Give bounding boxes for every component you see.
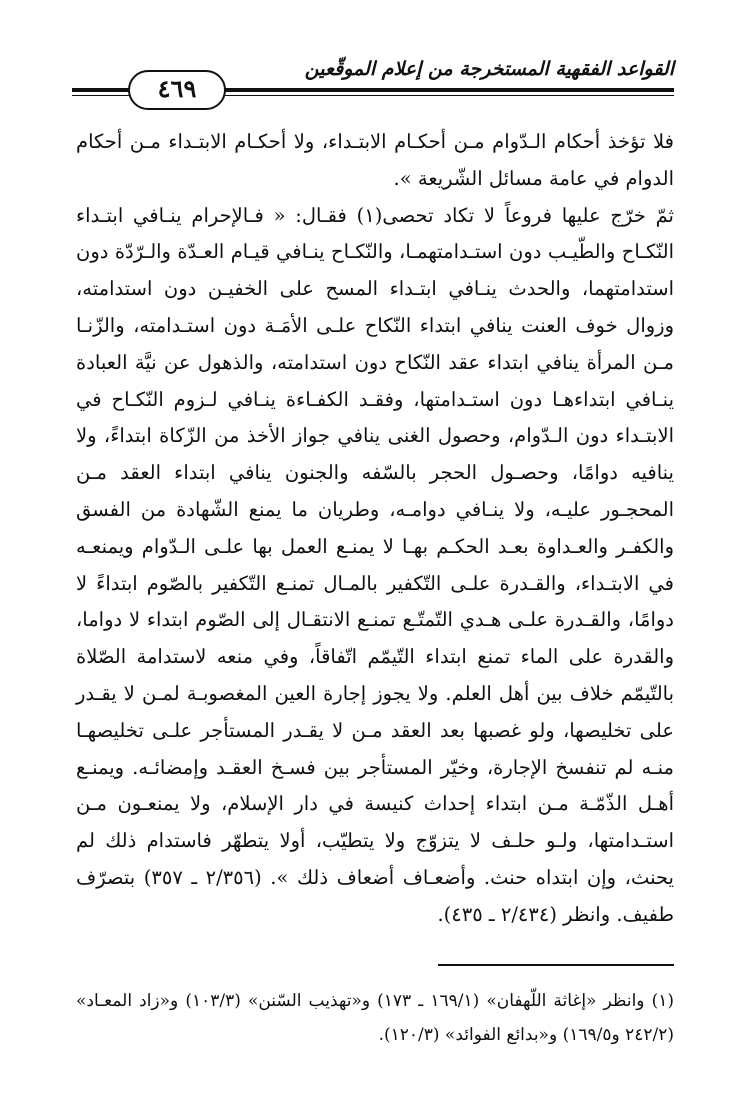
page-number: ٤٦٩	[128, 70, 226, 110]
paragraph: فلا تؤخذ أحكام الـدّوام مـن أحكـام الابتـداء، ولا أحكـام الابتـداء مـن أحكام الدوام في عامة مسائل الشّريعة ».	[76, 130, 674, 190]
footnote-separator	[438, 964, 674, 966]
footnote: (١) وانظر «إغاثة اللّهفان» (١٦٩/١ ـ ١٧٣) و«تهذيب السّنن» (١٠٣/٣) و«زاد المعـاد» (٢٤٢/٢ و١٦٩/٥) و«بدائع الفوائد» (١٢٠/٣).	[76, 991, 675, 1045]
footnotes	[76, 984, 674, 1052]
main-text	[76, 124, 674, 934]
running-title: القواعد الفقهية المستخرجة من إعلام الموقّعين	[304, 58, 674, 80]
paragraph: ثمّ خرّج عليها فروعاً لا تكاد تحصى(١) فقـال: « فـالإحرام ينـافي ابتـداء النّكـاح والطّيـب دون استـدامتهمـا، والنّكـاح ينـافي قيـام العـدّة والـرّدّة دون استدامتهما، والحدث ينـافي ابتـداء المسح على الخفيـن دون استدامته، وزوال خوف العنت ينافي ابتداء النّكاح علـى الأمَـة دون استـدامته، والزّنـا مـن المرأة ينافي ابتداء عقد النّكاح دون استدامته، والذهول عن نيَّة العبادة ينـافي ابتداءهـا دون استـدامتها، وفقـد الكفـاءة ينـافي لـزوم النّكـاح في الابتـداء دون الـدّوام، وحصول الغنى ينافي جواز الأخذ من الزّكاة ابتداءً، ولا ينافيه دوامًا، وحصـول الحجر بالسّفه والجنون ينافي ابتداء العقد مـن المحجـور عليـه، ولا ينـافي دوامـه، وطريان ما يمنع الشّهادة من الفسق والكفـر والعـداوة بعـد الحكـم بهـا لا يمنـع العمل بها علـى الـدّوام ويمنعـه في الابتـداء، والقـدرة علـى التّكفير بالمـال تمنـع التّكفير بالصّوم ابتداءً لا دوامًا، والقـدرة علـى هـدي التّمتّـع تمنـع الانتقـال إلى الصّوم ابتداء لا دواما، والقدرة على الماء تمنع ابتداء التّيمّم اتّفاقاً، وفي منعه لاستدامة الصّلاة بالتّيمّم خلاف بين أهل العلم. ولا يجوز إجارة العين المغصوبـة لمـن لا يقـدر على تخليصها، ولو غصبها بعد العقد مـن لا يقـدر المستأجر علـى تخليصهـا منـه لم تنفسخ الإجارة، وخيّر المستأجر بين فسـخ العقـد وإمضائـه. ويمنـع أهـل الذّمّـة مـن ابتداء إحداث كنيسة في دار الإسلام، ولا يمنعـون مـن استـدامتها، ولـو حلـف لا يتزوّج ولا يتطيّب، أولا يتطهّر فاستدام ذلك لم يحنث، وإن ابتداه حنث. وأضعـاف أضعاف ذلك ». (٢/٣٥٦ ـ ٣٥٧) بتصرّف طفيف. وانظر (٢/٤٣٤ ـ ٤٣٥).	[76, 203, 674, 926]
